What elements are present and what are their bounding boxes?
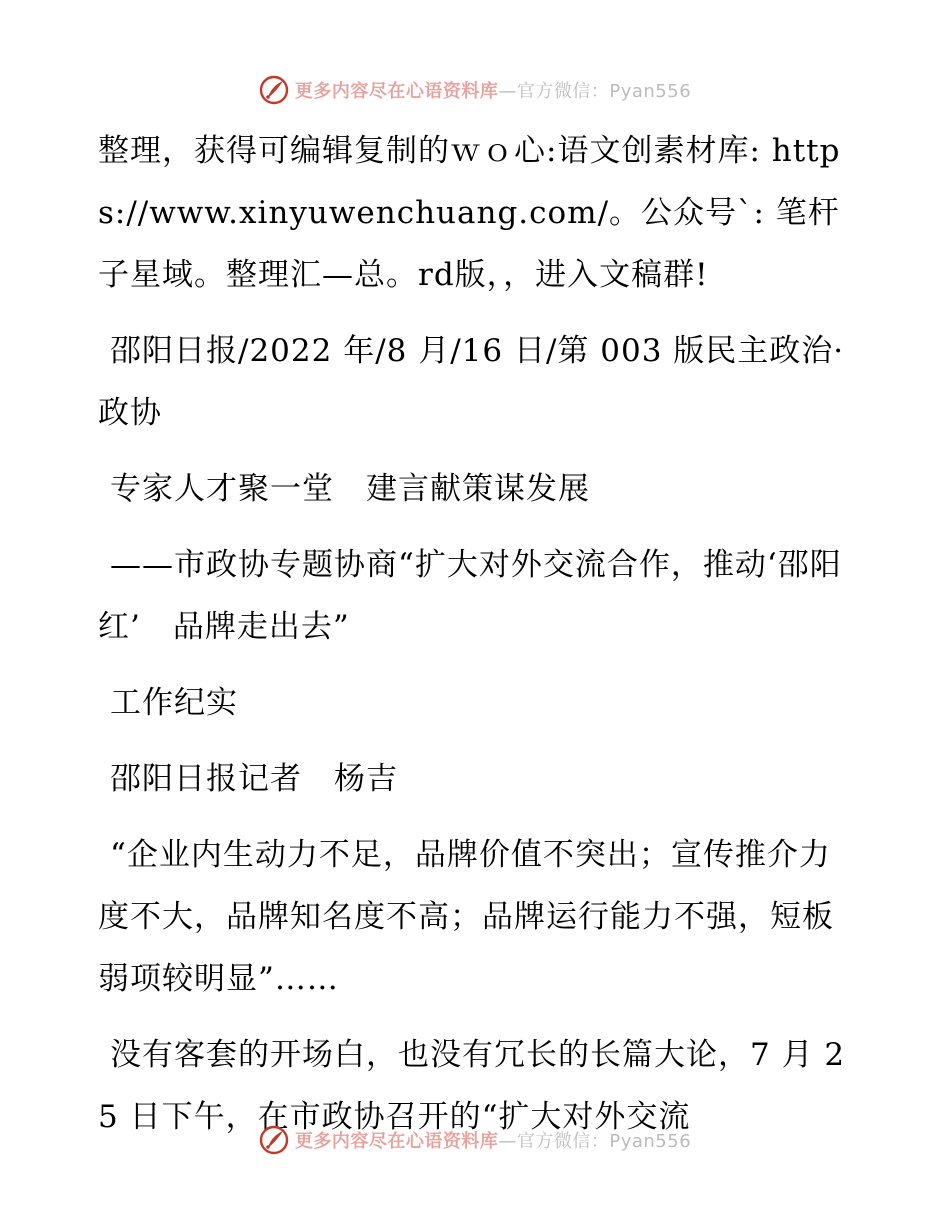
intro-paragraph: 整理，获得可编辑复制的ｗｏ心:语文创素材库: https://www.xinyuwenchuang.com/。公众号`: 笔杆子星域。整理汇—总。rd版，，进入文稿群! [98,133,841,293]
watermark-separator: — [498,81,517,102]
document-body [98,120,858,1162]
article-title: 专家人才聚一堂 建言献策谋发展 [110,471,590,507]
footer-watermark [0,1120,950,1160]
feather-pen-seal-icon [259,1125,289,1155]
watermark-separator: — [498,1131,517,1152]
article-subtitle-tail: 工作纪实 [110,685,238,721]
quote-paragraph: “企业内生动力不足，品牌价值不突出；宣传推介力度不大，品牌知名度不高；品牌运行能力不强，短板弱项较明显”…… [98,837,834,997]
article-subtitle: ——市政协专题协商“扩大对外交流合作，推动‘邵阳红’ 品牌走出去” [98,547,842,645]
watermark-main-text: 更多内容尽在心语资料库 [294,81,499,102]
watermark-contact-text: 官方微信：Pyan556 [516,81,692,102]
source-line: 邵阳日报/2022 年/8 月/16 日/第 003 版民主政治· 政协 [98,333,845,431]
feather-pen-seal-icon [259,75,289,105]
header-watermark [0,70,950,110]
watermark-contact-text: 官方微信：Pyan556 [516,1131,692,1152]
body-paragraph: 没有客套的开场白，也没有冗长的长篇大论，7 月 25 日下午，在市政协召开的“扩大对外交流 [98,1037,846,1135]
watermark-main-text: 更多内容尽在心语资料库 [294,1131,499,1152]
byline: 邵阳日报记者 杨吉 [110,761,398,797]
